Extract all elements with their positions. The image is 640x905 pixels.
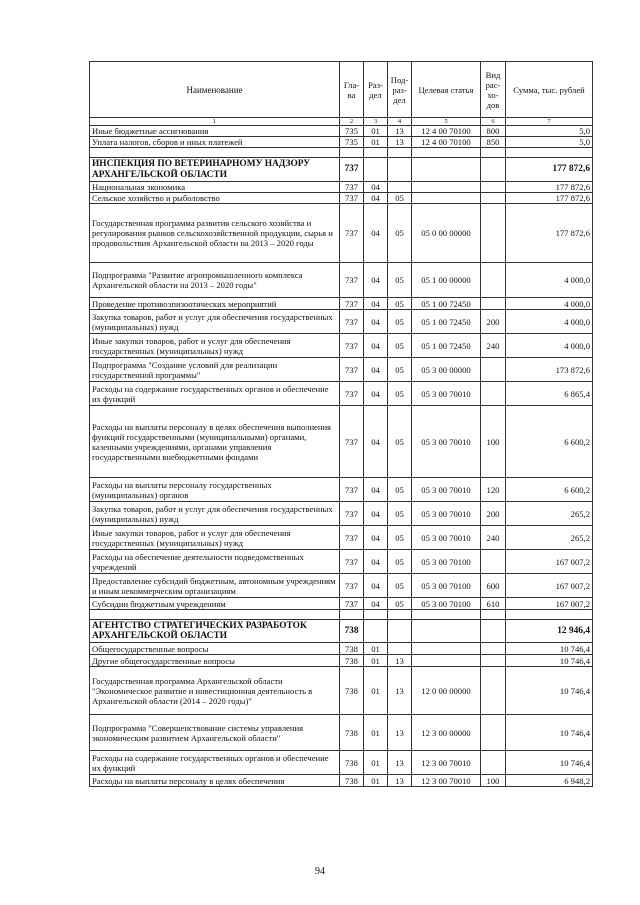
- row-razdel-cell: 04: [364, 550, 388, 574]
- row-razdel-cell: [364, 620, 388, 643]
- spacer-cell: [90, 610, 340, 620]
- row-tselevaya-cell: 05 1 00 72450: [412, 310, 481, 334]
- row-podrazdel-cell: 05: [388, 574, 412, 598]
- row-podrazdel-cell: [388, 620, 412, 643]
- row-name-cell: Иные закупки товаров, работ и услуг для обеспечения государственных (муниципальных) нужд: [90, 526, 340, 550]
- row-name-cell: Национальная экономика: [90, 182, 340, 193]
- row-name-cell: Уплата налогов, сборов и иных платежей: [90, 137, 340, 148]
- row-razdel-cell: 04: [364, 358, 388, 382]
- row-vid-cell: 850: [481, 137, 506, 148]
- row-tselevaya-cell: [412, 158, 481, 182]
- table-row: [90, 715, 593, 751]
- column-number: 1: [90, 118, 340, 126]
- row-summa-cell: 6 865,4: [506, 382, 593, 406]
- row-tselevaya-cell: [412, 643, 481, 655]
- row-tselevaya-cell: 05 1 00 00000: [412, 263, 481, 298]
- row-glava-cell: 738: [340, 751, 364, 775]
- row-vid-cell: [481, 204, 506, 263]
- row-podrazdel-cell: 05: [388, 478, 412, 502]
- row-tselevaya-cell: 05 3 00 70010: [412, 502, 481, 526]
- row-razdel-cell: 01: [364, 715, 388, 751]
- row-razdel-cell: 04: [364, 263, 388, 298]
- row-razdel-cell: 01: [364, 775, 388, 787]
- row-razdel-cell: [364, 158, 388, 182]
- column-number: 2: [340, 118, 364, 126]
- spacer-row: [90, 148, 593, 158]
- row-podrazdel-cell: 05: [388, 526, 412, 550]
- row-name-cell: Подпрограмма "Развитие агропромышленного комплекса Архангельской области на 2013 – 2020 годы": [90, 263, 340, 298]
- header-row: [90, 62, 593, 118]
- row-tselevaya-cell: 12 0 00 00000: [412, 667, 481, 715]
- row-glava-cell: 737: [340, 204, 364, 263]
- row-vid-cell: [481, 358, 506, 382]
- row-podrazdel-cell: 05: [388, 263, 412, 298]
- row-podrazdel-cell: [388, 182, 412, 193]
- row-name-cell: Подпрограмма "Создание условий для реализации государственной программы": [90, 358, 340, 382]
- row-name-cell: Расходы на содержание государственных органов и обеспечение их функций: [90, 382, 340, 406]
- row-summa-cell: 177 872,6: [506, 182, 593, 193]
- row-summa-cell: 177 872,6: [506, 204, 593, 263]
- row-name-cell: Государственная программа Архангельской области "Экономическое развитие и инвестиционная деятельность в Архангельской области (2014 – 2020 годы)": [90, 667, 340, 715]
- table-row: [90, 358, 593, 382]
- row-tselevaya-cell: 05 3 00 70100: [412, 574, 481, 598]
- row-summa-cell: 4 000,0: [506, 263, 593, 298]
- row-tselevaya-cell: 05 1 00 72450: [412, 334, 481, 358]
- table-row: [90, 263, 593, 298]
- row-vid-cell: [481, 655, 506, 667]
- row-razdel-cell: 04: [364, 310, 388, 334]
- row-vid-cell: [481, 751, 506, 775]
- row-summa-cell: 6 600,2: [506, 478, 593, 502]
- row-razdel-cell: 04: [364, 204, 388, 263]
- row-summa-cell: 12 946,4: [506, 620, 593, 643]
- row-tselevaya-cell: [412, 182, 481, 193]
- row-podrazdel-cell: 13: [388, 715, 412, 751]
- table-row: [90, 158, 593, 182]
- table-row: [90, 598, 593, 610]
- table-row: [90, 204, 593, 263]
- row-tselevaya-cell: [412, 655, 481, 667]
- row-name-cell: Иные бюджетные ассигнования: [90, 126, 340, 137]
- row-tselevaya-cell: 05 3 00 70010: [412, 478, 481, 502]
- row-tselevaya-cell: 12 3 00 00000: [412, 715, 481, 751]
- row-tselevaya-cell: 05 3 00 70010: [412, 406, 481, 478]
- table-row: [90, 137, 593, 148]
- row-vid-cell: [481, 667, 506, 715]
- header-tselevaya: Целевая статья: [412, 62, 481, 118]
- row-name-cell: АГЕНТСТВО СТРАТЕГИЧЕСКИХ РАЗРАБОТОК АРХАНГЕЛЬСКОЙ ОБЛАСТИ: [90, 620, 340, 643]
- table-row: [90, 310, 593, 334]
- row-summa-cell: 4 000,0: [506, 310, 593, 334]
- spacer-cell: [481, 148, 506, 158]
- row-podrazdel-cell: 05: [388, 358, 412, 382]
- row-tselevaya-cell: 05 1 00 72450: [412, 298, 481, 310]
- spacer-cell: [364, 148, 388, 158]
- row-summa-cell: 265,2: [506, 526, 593, 550]
- table-row: [90, 550, 593, 574]
- row-podrazdel-cell: 05: [388, 382, 412, 406]
- row-glava-cell: 737: [340, 382, 364, 406]
- row-glava-cell: 737: [340, 574, 364, 598]
- row-glava-cell: 737: [340, 298, 364, 310]
- row-vid-cell: [481, 182, 506, 193]
- row-podrazdel-cell: 05: [388, 334, 412, 358]
- table-row: [90, 751, 593, 775]
- row-name-cell: Расходы на обеспечение деятельности подведомственных учреждений: [90, 550, 340, 574]
- row-name-cell: Закупка товаров, работ и услуг для обеспечения государственных (муниципальных) нужд: [90, 310, 340, 334]
- row-name-cell: Другие общегосударственные вопросы: [90, 655, 340, 667]
- row-summa-cell: 10 746,4: [506, 751, 593, 775]
- row-glava-cell: 737: [340, 182, 364, 193]
- row-summa-cell: 10 746,4: [506, 667, 593, 715]
- row-glava-cell: 735: [340, 137, 364, 148]
- row-glava-cell: 738: [340, 643, 364, 655]
- row-glava-cell: 738: [340, 667, 364, 715]
- row-podrazdel-cell: [388, 643, 412, 655]
- row-vid-cell: [481, 643, 506, 655]
- row-summa-cell: 10 746,4: [506, 715, 593, 751]
- spacer-cell: [481, 610, 506, 620]
- row-razdel-cell: 01: [364, 667, 388, 715]
- row-vid-cell: [481, 298, 506, 310]
- spacer-row: [90, 610, 593, 620]
- column-number-row: [90, 118, 593, 126]
- header-glava: Гла-ва: [340, 62, 364, 118]
- row-tselevaya-cell: 05 3 00 70010: [412, 526, 481, 550]
- spacer-cell: [90, 148, 340, 158]
- spacer-cell: [412, 148, 481, 158]
- row-summa-cell: 167 007,2: [506, 598, 593, 610]
- row-vid-cell: [481, 263, 506, 298]
- row-razdel-cell: 01: [364, 126, 388, 137]
- row-glava-cell: 737: [340, 358, 364, 382]
- row-vid-cell: [481, 158, 506, 182]
- row-tselevaya-cell: [412, 193, 481, 204]
- row-summa-cell: 177 872,6: [506, 158, 593, 182]
- row-razdel-cell: 04: [364, 478, 388, 502]
- header-podrazdel: Под-раз-дел: [388, 62, 412, 118]
- row-glava-cell: 737: [340, 550, 364, 574]
- row-name-cell: Расходы на выплаты персоналу в целях обеспечения: [90, 775, 340, 787]
- table-row: [90, 502, 593, 526]
- row-vid-cell: 120: [481, 478, 506, 502]
- row-tselevaya-cell: 12 3 00 70010: [412, 751, 481, 775]
- spacer-cell: [388, 610, 412, 620]
- row-podrazdel-cell: 05: [388, 502, 412, 526]
- row-glava-cell: 737: [340, 263, 364, 298]
- row-name-cell: Расходы на выплаты персоналу в целях обеспечения выполнения функций государственными (муниципальными) органами, казенными учреждениями, органами управления государственными внебюджетными фондами: [90, 406, 340, 478]
- spacer-cell: [506, 610, 593, 620]
- row-summa-cell: 4 000,0: [506, 334, 593, 358]
- row-vid-cell: [481, 193, 506, 204]
- row-name-cell: Сельское хозяйство и рыболовство: [90, 193, 340, 204]
- column-number: 4: [388, 118, 412, 126]
- row-tselevaya-cell: 12 4 00 70100: [412, 137, 481, 148]
- header-razdel: Раз-дел: [364, 62, 388, 118]
- row-name-cell: Предоставление субсидий бюджетным, автономным учреждениям и иным некоммерческим организациям: [90, 574, 340, 598]
- row-tselevaya-cell: 05 0 00 00000: [412, 204, 481, 263]
- row-glava-cell: 737: [340, 478, 364, 502]
- row-vid-cell: [481, 550, 506, 574]
- row-summa-cell: 167 007,2: [506, 574, 593, 598]
- row-podrazdel-cell: 05: [388, 204, 412, 263]
- table-row: [90, 775, 593, 787]
- row-summa-cell: 10 746,4: [506, 643, 593, 655]
- table-row: [90, 478, 593, 502]
- row-tselevaya-cell: 05 3 00 70100: [412, 598, 481, 610]
- table-row: [90, 182, 593, 193]
- row-tselevaya-cell: 05 3 00 70010: [412, 382, 481, 406]
- row-glava-cell: 737: [340, 334, 364, 358]
- spacer-cell: [340, 610, 364, 620]
- header-vid: Вид рас-хо-дов: [481, 62, 506, 118]
- row-podrazdel-cell: 05: [388, 298, 412, 310]
- row-podrazdel-cell: 13: [388, 137, 412, 148]
- row-podrazdel-cell: 13: [388, 775, 412, 787]
- row-tselevaya-cell: [412, 620, 481, 643]
- table-row: [90, 655, 593, 667]
- row-name-cell: Государственная программа развития сельского хозяйства и регулирования рынков сельскохозяйственной продукции, сырья и продовольствия Архангельской области на 2013 – 2020 годы: [90, 204, 340, 263]
- row-name-cell: Проведение противоэпизоотических мероприятий: [90, 298, 340, 310]
- row-razdel-cell: 04: [364, 574, 388, 598]
- row-glava-cell: 737: [340, 526, 364, 550]
- row-vid-cell: 200: [481, 502, 506, 526]
- row-razdel-cell: 04: [364, 502, 388, 526]
- row-tselevaya-cell: 05 3 00 00000: [412, 358, 481, 382]
- row-razdel-cell: 01: [364, 655, 388, 667]
- row-razdel-cell: 01: [364, 751, 388, 775]
- row-razdel-cell: 04: [364, 182, 388, 193]
- row-razdel-cell: 04: [364, 193, 388, 204]
- table-row: [90, 526, 593, 550]
- spacer-cell: [388, 148, 412, 158]
- table-row: [90, 334, 593, 358]
- table-row: [90, 574, 593, 598]
- table-row: [90, 406, 593, 478]
- row-summa-cell: 177 872,6: [506, 193, 593, 204]
- row-razdel-cell: 01: [364, 137, 388, 148]
- row-razdel-cell: 04: [364, 598, 388, 610]
- table-row: [90, 667, 593, 715]
- row-glava-cell: 737: [340, 158, 364, 182]
- row-tselevaya-cell: 05 3 00 70100: [412, 550, 481, 574]
- row-summa-cell: 167 007,2: [506, 550, 593, 574]
- row-podrazdel-cell: 05: [388, 406, 412, 478]
- row-podrazdel-cell: 05: [388, 310, 412, 334]
- row-summa-cell: 5,0: [506, 137, 593, 148]
- row-name-cell: ИНСПЕКЦИЯ ПО ВЕТЕРИНАРНОМУ НАДЗОРУ АРХАНГЕЛЬСКОЙ ОБЛАСТИ: [90, 158, 340, 182]
- row-razdel-cell: 04: [364, 382, 388, 406]
- row-summa-cell: 6 948,2: [506, 775, 593, 787]
- row-vid-cell: 240: [481, 334, 506, 358]
- row-vid-cell: [481, 382, 506, 406]
- row-vid-cell: [481, 715, 506, 751]
- budget-table: [89, 61, 593, 787]
- page-number: 94: [315, 866, 325, 877]
- row-razdel-cell: 04: [364, 334, 388, 358]
- row-name-cell: Иные закупки товаров, работ и услуг для обеспечения государственных (муниципальных) нужд: [90, 334, 340, 358]
- row-glava-cell: 738: [340, 620, 364, 643]
- row-name-cell: Расходы на содержание государственных органов и обеспечение их функций: [90, 751, 340, 775]
- column-number: 3: [364, 118, 388, 126]
- row-tselevaya-cell: 12 3 00 70010: [412, 775, 481, 787]
- row-vid-cell: 610: [481, 598, 506, 610]
- row-razdel-cell: 04: [364, 298, 388, 310]
- row-summa-cell: 5,0: [506, 126, 593, 137]
- row-glava-cell: 737: [340, 598, 364, 610]
- row-glava-cell: 737: [340, 502, 364, 526]
- row-glava-cell: 737: [340, 406, 364, 478]
- row-name-cell: Субсидии бюджетным учреждениям: [90, 598, 340, 610]
- row-name-cell: Общегосударственные вопросы: [90, 643, 340, 655]
- row-vid-cell: 800: [481, 126, 506, 137]
- table-row: [90, 126, 593, 137]
- row-podrazdel-cell: 13: [388, 126, 412, 137]
- row-tselevaya-cell: 12 4 00 70100: [412, 126, 481, 137]
- spacer-cell: [412, 610, 481, 620]
- column-number: 7: [506, 118, 593, 126]
- row-vid-cell: 600: [481, 574, 506, 598]
- spacer-cell: [340, 148, 364, 158]
- row-vid-cell: [481, 620, 506, 643]
- row-podrazdel-cell: 05: [388, 598, 412, 610]
- row-glava-cell: 735: [340, 126, 364, 137]
- table-row: [90, 382, 593, 406]
- row-name-cell: Подпрограмма "Совершенствование системы управления экономическим развитием Архангельской области": [90, 715, 340, 751]
- row-summa-cell: 10 746,4: [506, 655, 593, 667]
- row-razdel-cell: 04: [364, 526, 388, 550]
- row-razdel-cell: 01: [364, 643, 388, 655]
- row-summa-cell: 265,2: [506, 502, 593, 526]
- row-summa-cell: 6 600,2: [506, 406, 593, 478]
- table-row: [90, 298, 593, 310]
- table-row: [90, 620, 593, 643]
- table-row: [90, 643, 593, 655]
- row-podrazdel-cell: 05: [388, 550, 412, 574]
- header-name: Наименование: [90, 62, 340, 118]
- row-podrazdel-cell: 13: [388, 751, 412, 775]
- spacer-cell: [364, 610, 388, 620]
- row-vid-cell: 200: [481, 310, 506, 334]
- row-podrazdel-cell: 13: [388, 655, 412, 667]
- row-vid-cell: 100: [481, 775, 506, 787]
- column-number: 6: [481, 118, 506, 126]
- row-name-cell: Расходы на выплаты персоналу государственных (муниципальных) органов: [90, 478, 340, 502]
- row-glava-cell: 738: [340, 715, 364, 751]
- row-vid-cell: 240: [481, 526, 506, 550]
- row-glava-cell: 738: [340, 655, 364, 667]
- header-summa: Сумма, тыс. рублей: [506, 62, 593, 118]
- table-body: [90, 126, 593, 787]
- row-glava-cell: 738: [340, 775, 364, 787]
- row-podrazdel-cell: 13: [388, 667, 412, 715]
- row-summa-cell: 173 872,6: [506, 358, 593, 382]
- spacer-cell: [506, 148, 593, 158]
- column-number: 5: [412, 118, 481, 126]
- row-vid-cell: 100: [481, 406, 506, 478]
- row-summa-cell: 4 000,0: [506, 298, 593, 310]
- row-podrazdel-cell: 05: [388, 193, 412, 204]
- row-glava-cell: 737: [340, 193, 364, 204]
- row-podrazdel-cell: [388, 158, 412, 182]
- table-row: [90, 193, 593, 204]
- row-glava-cell: 737: [340, 310, 364, 334]
- row-razdel-cell: 04: [364, 406, 388, 478]
- row-name-cell: Закупка товаров, работ и услуг для обеспечения государственных (муниципальных) нужд: [90, 502, 340, 526]
